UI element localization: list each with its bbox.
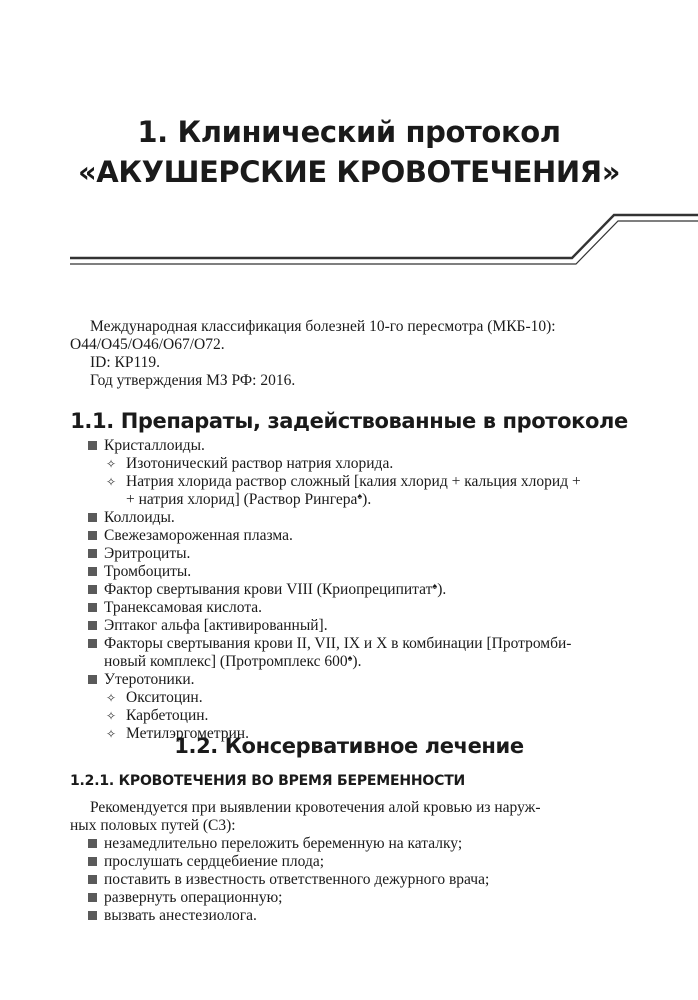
bullet-square-icon — [88, 911, 97, 920]
bullet-square-icon — [88, 513, 97, 522]
diamond-bullet-icon: ✧ — [105, 475, 117, 489]
bullet-square-icon — [88, 675, 97, 684]
approval-year: Год утверждения МЗ РФ: 2016. — [90, 372, 296, 389]
bullet-square-icon — [88, 567, 97, 576]
list-item: Фактор свертывания крови VIII (Криопреципитат♠). — [70, 581, 610, 599]
diamond-bullet-icon: ✧ — [105, 457, 117, 471]
chapter-title-line-1: 1. Клинический протокол — [137, 115, 561, 149]
bullet-square-icon — [88, 639, 97, 648]
list-item: Кристаллоиды. — [70, 437, 610, 455]
bullet-square-icon — [88, 531, 97, 540]
list-item-continuation: новый комплекс] (Протромплекс 600♠). — [104, 653, 362, 670]
bullet-square-icon — [88, 549, 97, 558]
list-item-continuation: + натрия хлорид] (Раствор Рингера♠). — [126, 491, 372, 508]
subsection-heading-1-2-1: 1.2.1. КРОВОТЕЧЕНИЯ ВО ВРЕМЯ БЕРЕМЕННОСТИ — [70, 773, 466, 789]
bullet-square-icon — [88, 585, 97, 594]
chapter-title-line-2: «АКУШЕРСКИЕ КРОВОТЕЧЕНИЯ» — [77, 155, 621, 189]
spade-marker-icon: ♠ — [347, 653, 353, 663]
icd-codes: O44/O45/O46/O67/O72. — [70, 336, 225, 353]
bullet-square-icon — [88, 875, 97, 884]
classification-info — [70, 318, 610, 390]
list-item: ✧ Натрия хлорида раствор сложный [калия хлорид + кальция хлорид + — [105, 473, 581, 490]
list-item: ✧ Метилэргометрин. — [105, 725, 249, 742]
list-item: ✧ Изотонический раствор натрия хлорида. — [105, 455, 394, 472]
bullet-square-icon — [88, 893, 97, 902]
bullet-square-icon — [88, 441, 97, 450]
diamond-bullet-icon: ✧ — [105, 709, 117, 723]
list-item: ✧ Карбетоцин. — [105, 707, 209, 724]
paragraph-line-2: ных половых путей (С3): — [70, 817, 236, 834]
action-list — [70, 835, 610, 925]
list-item: Свежезамороженная плазма. — [70, 527, 610, 545]
spade-marker-icon: ♠ — [432, 581, 438, 591]
drug-list — [70, 437, 610, 743]
list-item: развернуть операционную; — [70, 889, 610, 907]
bullet-square-icon — [88, 621, 97, 630]
bullet-square-icon — [88, 839, 97, 848]
chapter-title — [0, 112, 698, 192]
list-item: прослушать сердцебиение плода; — [70, 853, 610, 871]
list-item: вызвать анестезиолога. — [70, 907, 610, 925]
decorative-rule — [0, 205, 698, 275]
recommendation-paragraph — [70, 799, 610, 835]
paragraph-line-1: Рекомендуется при выявлении кровотечения алой кровью из наруж- — [90, 799, 541, 816]
diamond-bullet-icon: ✧ — [105, 691, 117, 705]
section-heading-1-2: 1.2. Консервативное лечение — [174, 734, 524, 758]
spade-marker-icon: ♠ — [357, 491, 363, 501]
list-item: Факторы свертывания крови II, VII, IX и X в комбинации [Протромби- — [70, 635, 610, 653]
list-item: незамедлительно переложить беременную на каталку; — [70, 835, 610, 853]
protocol-id: ID: КР119. — [90, 354, 161, 371]
section-heading-1-1: 1.1. Препараты, задействованные в протоколе — [70, 409, 628, 433]
bullet-square-icon — [88, 857, 97, 866]
bullet-square-icon — [88, 603, 97, 612]
list-item: поставить в известность ответственного дежурного врача; — [70, 871, 610, 889]
list-item: Эптаког альфа [активированный]. — [70, 617, 610, 635]
diamond-bullet-icon: ✧ — [105, 727, 117, 741]
list-item: Транексамовая кислота. — [70, 599, 610, 617]
icd-line: Международная классификация болезней 10-го пересмотра (МКБ-10): — [90, 318, 556, 335]
list-item: Эритроциты. — [70, 545, 610, 563]
list-item: Тромбоциты. — [70, 563, 610, 581]
list-item: Коллоиды. — [70, 509, 610, 527]
list-item: ✧ Окситоцин. — [105, 689, 203, 706]
list-item: Утеротоники. — [70, 671, 610, 689]
